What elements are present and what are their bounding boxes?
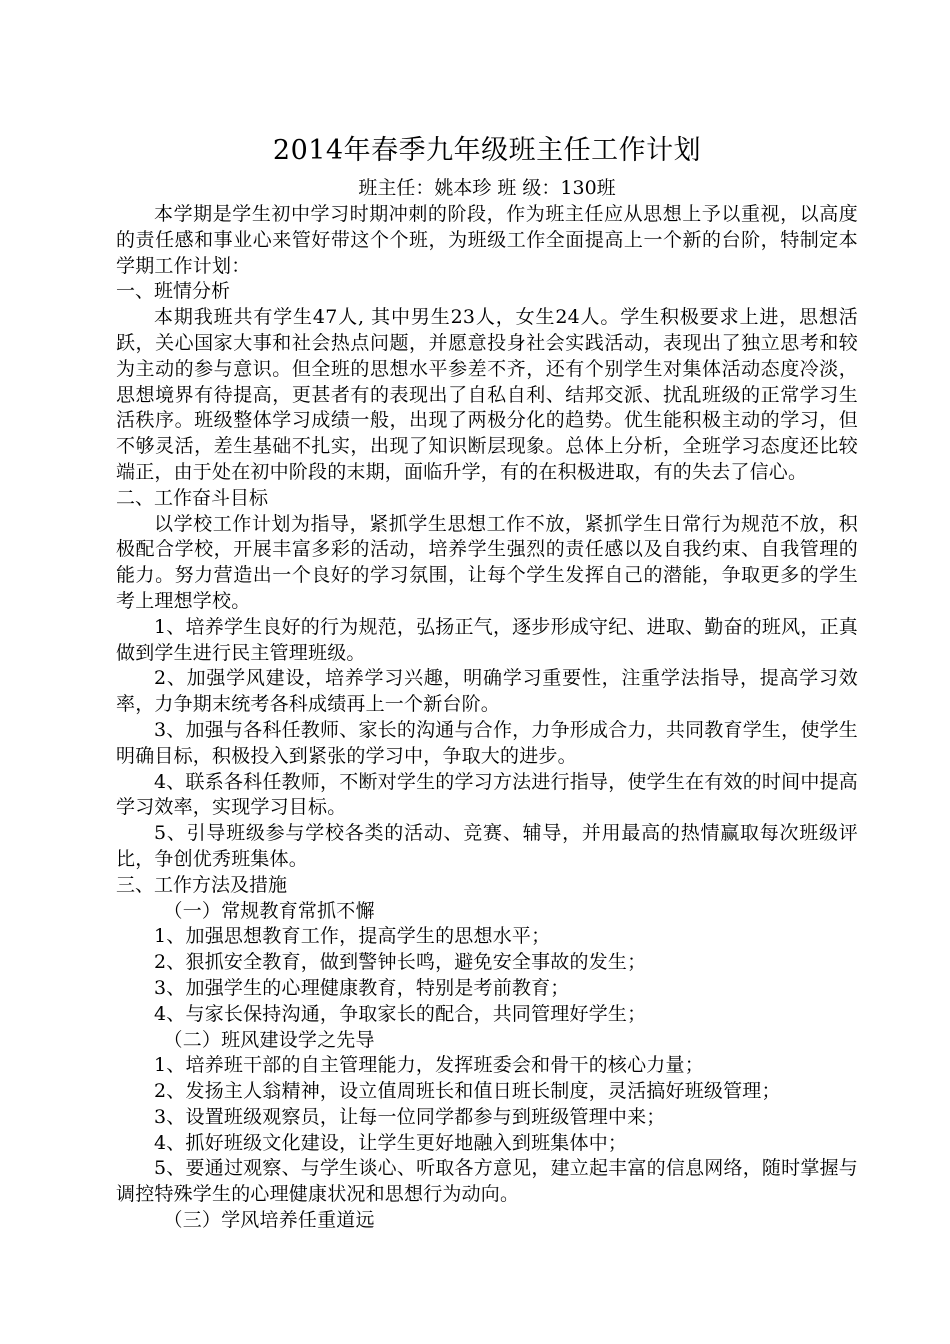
body-paragraph: 本学期是学生初中学习时期冲刺的阶段，作为班主任应从思想上予以重视，以高度的责任感和事业心来管好带这个个班，为班级工作全面提高上一个新的台阶，特制定本学期工作计划：: [116, 203, 858, 277]
body-paragraph: 1、培养班干部的自主管理能力，发挥班委会和骨干的核心力量；: [154, 1054, 704, 1077]
body-paragraph: 4、联系各科任教师，不断对学生的学习方法进行指导，使学生在有效的时间中提高学习效率，实现学习目标。: [116, 770, 858, 819]
subsection-heading: （三）学风培养任重道远: [163, 1209, 375, 1232]
body-paragraph: 1、加强思想教育工作，提高学生的思想水平；: [154, 925, 551, 948]
subsection-heading: （一）常规教育常抓不懈: [163, 899, 375, 922]
body-paragraph: 以学校工作计划为指导，紧抓学生思想工作不放，紧抓学生日常行为规范不放，积极配合学校，开展丰富多彩的活动，培养学生强烈的责任感以及自我约束、自我管理的能力。努力营造出一个良好的学习氛围，让每个学生发挥自己的潜能，争取更多的学生考上理想学校。: [116, 512, 858, 612]
subsection-heading: （二）班风建设学之先导: [163, 1028, 375, 1051]
body-paragraph: 4、与家长保持沟通，争取家长的配合，共同管理好学生；: [154, 1002, 647, 1025]
body-paragraph: 2、狠抓安全教育，做到警钟长鸣，避免安全事故的发生；: [154, 951, 647, 974]
body-paragraph: 4、抓好班级文化建设，让学生更好地融入到班集体中；: [154, 1131, 628, 1154]
body-paragraph: 2、加强学风建设，培养学习兴趣，明确学习重要性，注重学法指导，提高学习效率，力争期末统考各科成绩再上一个新台阶。: [116, 667, 858, 716]
section-heading: 一、班情分析: [116, 280, 231, 303]
document-title: 2014年春季九年级班主任工作计划: [272, 135, 702, 166]
body-paragraph: 3、加强与各科任教师、家长的沟通与合作，力争形成合力，共同教育学生，使学生明确目标，积极投入到紧张的学习中，争取大的进步。: [116, 718, 858, 767]
body-paragraph: 3、设置班级观察员，让每一位同学都参与到班级管理中来；: [154, 1105, 666, 1128]
body-paragraph: 5、要通过观察、与学生谈心、听取各方意见，建立起丰富的信息网络，随时掌握与调控特殊学生的心理健康状况和思想行为动向。: [116, 1157, 858, 1206]
body-paragraph: 3、加强学生的心理健康教育，特别是考前教育；: [154, 976, 570, 999]
body-paragraph: 5、引导班级参与学校各类的活动、竞赛、辅导，并用最高的热情赢取每次班级评比，争创优秀班集体。: [116, 822, 858, 870]
body-paragraph: 本期我班共有学生47人, 其中男生23人，女生24人。学生积极要求上进，思想活跃，关心国家大事和社会热点问题，并愿意投身社会实践活动，表现出了独立思考和较为主动的参与意识。但全班的思想水平参差不齐，还有个别学生对集体活动态度冷淡，思想境界有待提高，更甚者有的表现出了自私自利、结邦交派、扰乱班级的正常学习生活秩序。班级整体学习成绩一般，出现了两极分化的趋势。优生能积极主动的学习，但不够灵活，差生基础不扎实，出现了知识断层现象。总体上分析，全班学习态度还比较端正，由于处在初中阶段的末期，面临升学，有的在积极进取，有的失去了信心。: [116, 306, 858, 483]
body-paragraph: 1、培养学生良好的行为规范，弘扬正气，逐步形成守纪、进取、勤奋的班风，正真做到学生进行民主管理班级。: [116, 615, 858, 664]
document-page: [116, 128, 858, 1234]
document-subtitle: 班主任：姚本珍 班 级：130班: [358, 177, 616, 199]
section-heading: 二、工作奋斗目标: [116, 486, 269, 509]
body-paragraph: 2、发扬主人翁精神，设立值周班长和值日班长制度，灵活搞好班级管理；: [154, 1080, 781, 1103]
document-body: [116, 202, 858, 1234]
section-heading: 三、工作方法及措施: [116, 873, 288, 896]
